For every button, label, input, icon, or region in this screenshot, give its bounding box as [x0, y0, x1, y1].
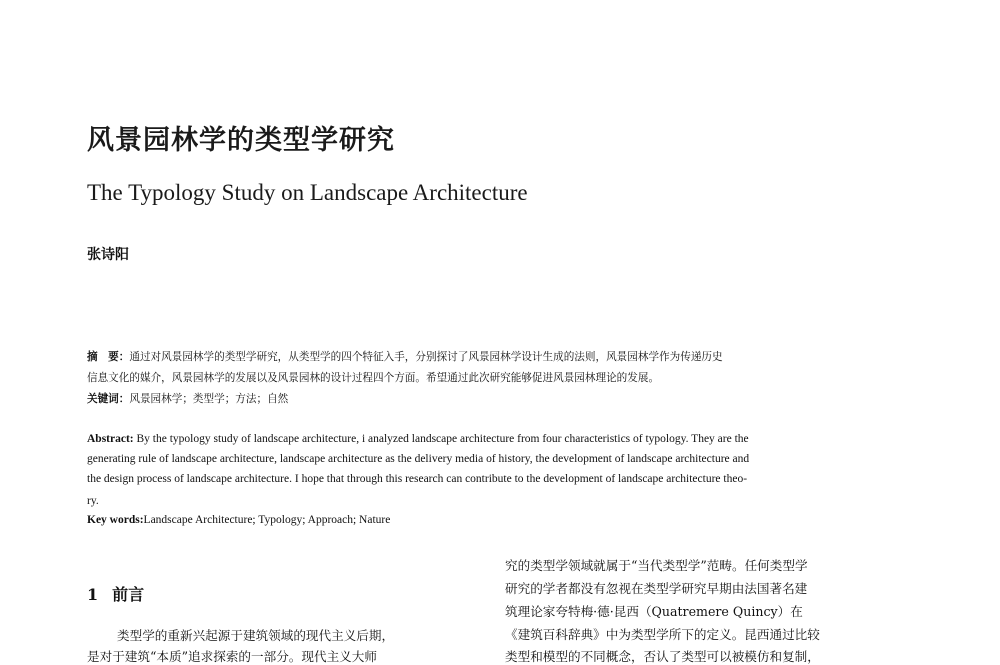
- abstract-en-line-1: [87, 429, 749, 449]
- section-heading: [87, 582, 144, 605]
- right-col-line-3: 筑理论家夸特梅·德·昆西（Quatremere Quincy）在: [505, 604, 803, 619]
- abstract-en-label: Abstract:: [87, 433, 134, 445]
- keywords-cn-label: 关键词：: [87, 393, 130, 405]
- abstract-en-text-1: By the typology study of landscape architecture, i analyzed landscape architecture from four characteristics of typology. They are the: [136, 433, 749, 445]
- abstract-cn-text-1: 通过对风景园林学的类型学研究，从类型学的四个特征入手，分别探讨了风景园林学设计生成的法则，风景园林学作为传递历史: [129, 351, 723, 363]
- keywords-en-text: Landscape Architecture; Typology; Approach; Nature: [143, 514, 391, 526]
- keywords-en-label: Key words:: [87, 514, 144, 526]
- right-col-line-5: 类型和模型的不同概念，否认了类型可以被模仿和复制，: [505, 649, 820, 664]
- section-title: 前言: [112, 585, 145, 604]
- abstract-en-line-4: ry.: [87, 495, 99, 507]
- right-col-line-1: 究的类型学领域就属于“当代类型学”范畴。任何类型学: [505, 558, 808, 573]
- abstract-en-line-3: the design process of landscape architecture. I hope that through this research can contribute to the development of landscape architecture theo-: [87, 473, 748, 485]
- abstract-cn-line-1: [87, 349, 723, 365]
- left-col-line-1: 类型学的重新兴起源于建筑领域的现代主义后期，: [117, 628, 395, 643]
- left-col-line-2: 是对于建筑“本质”追求探索的一部分。现代主义大师: [87, 649, 377, 664]
- abstract-cn-label: 摘 要：: [87, 351, 130, 363]
- right-col-line-2: 研究的学者都没有忽视在类型学研究早期由法国著名建: [505, 581, 808, 596]
- keywords-en: [87, 510, 390, 530]
- section-number: 1: [87, 585, 99, 604]
- keywords-cn: [87, 391, 288, 407]
- paper-title-chinese: 风景园林学的类型学研究: [87, 125, 395, 156]
- right-col-line-4: 《建筑百科辞典》中为类型学所下的定义。昆西通过比较: [505, 627, 820, 642]
- paper-title-english: The Typology Study on Landscape Architecture: [87, 180, 528, 205]
- abstract-en-line-2: generating rule of landscape architecture, landscape architecture as the delivery media of history, the development of landscape architecture and: [87, 453, 750, 465]
- keywords-cn-text: 风景园林学；类型学；方法；自然: [129, 393, 289, 405]
- author-name: 张诗阳: [87, 247, 129, 263]
- abstract-cn-line-2: 信息文化的媒介，风景园林学的发展以及风景园林的设计过程四个方面。希望通过此次研究能够促进风景园林理论的发展。: [87, 372, 660, 384]
